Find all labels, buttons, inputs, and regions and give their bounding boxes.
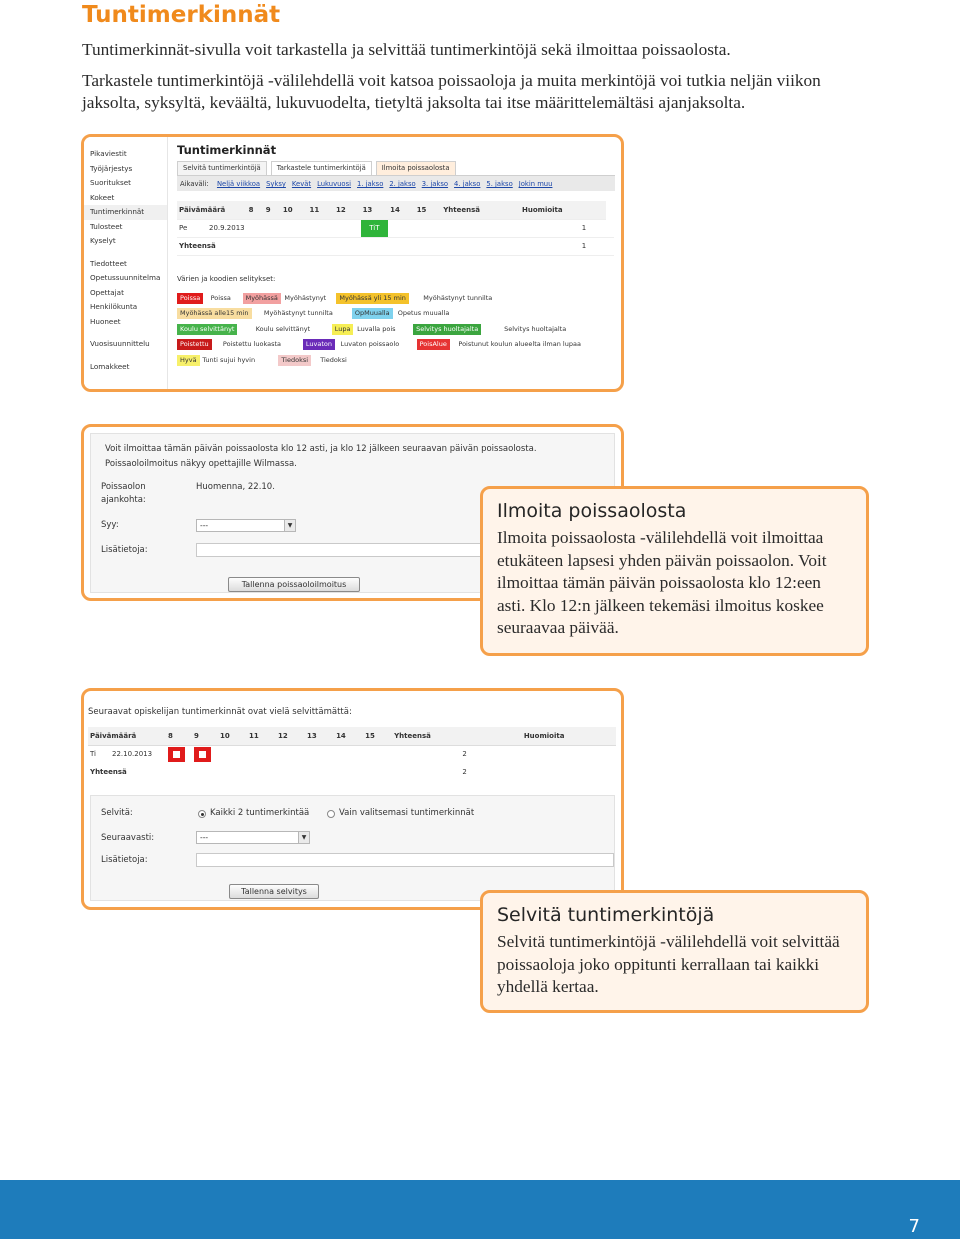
column-header: 8 xyxy=(247,201,264,219)
legend-code: Selvitys huoltajalta xyxy=(413,324,481,335)
extra-label: Lisätietoja: xyxy=(101,545,148,555)
chevron-down-icon: ▼ xyxy=(298,832,309,843)
callout-heading: Selvitä tuntimerkintöjä xyxy=(497,904,715,926)
sidebar-item[interactable]: Kyselyt xyxy=(90,236,116,245)
reason-select-value: --- xyxy=(200,521,209,530)
absence-note-2: Poissaoloilmoitus näkyy opettajille Wilmassa. xyxy=(105,459,297,469)
sum-total: 2 xyxy=(462,768,467,776)
legend-code: PoisAlue xyxy=(417,339,450,350)
period-value: Huomenna, 22.10. xyxy=(196,482,275,492)
column-header: Yhteensä xyxy=(392,727,522,745)
unresolved-note: Seuraavat opiskelijan tuntimerkinnät ovat vielä selvittämättä: xyxy=(88,707,352,717)
column-header: Huomioita xyxy=(520,201,606,219)
extra-input[interactable] xyxy=(196,853,614,867)
legend-row xyxy=(177,306,614,321)
column-header: 15 xyxy=(415,201,442,219)
column-header: 12 xyxy=(276,727,305,745)
legend-row xyxy=(177,337,614,352)
callout-selvita xyxy=(480,890,869,1013)
radio-some-label: Vain valitsemasi tuntimerkinnät xyxy=(339,808,475,818)
legend-description: Poissa xyxy=(210,294,231,302)
column-header: 8 xyxy=(166,727,192,745)
period-link[interactable]: Jokin muu xyxy=(518,180,553,188)
sidebar-item[interactable]: Henkilökunta xyxy=(90,302,138,311)
column-header: 13 xyxy=(361,201,389,219)
column-header: Päivämäärä xyxy=(88,727,166,745)
legend-code: OpMuualla xyxy=(352,308,393,319)
save-resolve-button[interactable]: Tallenna selvitys xyxy=(229,884,319,899)
screen-title: Tuntimerkinnät xyxy=(177,143,277,157)
legend-description: Luvalla pois xyxy=(357,324,396,333)
sidebar-item[interactable]: Opetussuunnitelma xyxy=(90,273,161,282)
legend-code: Lupa xyxy=(332,324,354,335)
radio-all[interactable] xyxy=(198,810,206,818)
row-date: 20.9.2013 xyxy=(207,219,247,237)
unresolved-table xyxy=(88,727,616,781)
sum-total: 1 xyxy=(520,237,606,255)
legend-description: Myöhästynyt tunnilta xyxy=(423,294,493,302)
legend-description: Myöhästynyt tunnilta xyxy=(263,309,333,318)
tab-bar xyxy=(177,161,615,175)
consequence-label: Seuraavasti: xyxy=(101,833,155,843)
legend-row xyxy=(177,322,614,337)
column-header: 10 xyxy=(281,201,308,219)
period-link[interactable]: 5. jakso xyxy=(486,180,513,188)
period-link[interactable]: 2. jakso xyxy=(389,180,416,188)
column-header: Päivämäärä xyxy=(177,201,247,219)
callout-heading: Ilmoita poissaolosta xyxy=(497,500,687,522)
mark-tit[interactable]: TiT xyxy=(361,219,389,237)
legend xyxy=(177,271,614,368)
reason-label: Syy: xyxy=(101,520,119,530)
consequence-select-value: --- xyxy=(200,833,209,842)
select-label: Selvitä: xyxy=(101,808,133,818)
marks-table xyxy=(177,201,614,256)
legend-row xyxy=(177,353,614,368)
period-label-1: Poissaolon xyxy=(101,482,146,492)
reason-select[interactable] xyxy=(196,519,296,532)
legend-code: Hyvä xyxy=(177,355,200,366)
radio-some[interactable] xyxy=(327,810,335,818)
period-link[interactable]: Neljä viikkoa xyxy=(216,180,261,188)
table-row xyxy=(177,219,614,237)
callout-body: Ilmoita poissaolosta -välilehdellä voit ilmoittaa etukäteen lapsesi yhden päivän poissaolon. Voit ilmoittaa tämän päivän poissaolosta klo 12:een asti. Klo 12:n jälkeen tekemäsi ilmoitus koskee seuraavaa päivää. xyxy=(497,528,827,638)
legend-description: Opetus muualla xyxy=(397,309,450,318)
sidebar-item[interactable]: Tulosteet xyxy=(90,221,123,231)
row-total: 1 xyxy=(520,219,606,237)
tab-ilmoita[interactable]: Ilmoita poissaolosta xyxy=(376,161,456,175)
absence-note-1: Voit ilmoittaa tämän päivän poissaolosta klo 12 asti, ja klo 12 jälkeen seuraavan päivän poissaolosta. xyxy=(105,444,537,454)
legend-description: Tiedoksi xyxy=(320,355,347,364)
row-day: Pe xyxy=(177,219,207,237)
column-header: 9 xyxy=(264,201,281,219)
save-absence-button[interactable]: Tallenna poissaoloilmoitus xyxy=(228,577,360,592)
resolve-form-panel xyxy=(90,795,615,901)
legend-description: Luvaton poissaolo xyxy=(340,340,400,349)
legend-code: Tiedoksi xyxy=(278,355,311,366)
sidebar-item[interactable]: Kokeet xyxy=(90,192,115,202)
intro-paragraph-2: Tarkastele tuntimerkintöjä -välilehdellä voit katsoa poissaoloja ja muita merkintöjä voi tutkia neljän viikon jaksolta, syksyltä, keväältä, lukuvuodelta, tietyltä jaksolta tai itse määrittelemältäsi ajanjaksolta. xyxy=(82,71,821,112)
mark-absent-8[interactable] xyxy=(168,747,185,762)
sum-row xyxy=(177,237,614,255)
legend-description: Selvitys huoltajalta xyxy=(504,324,567,333)
tab-selvita[interactable]: Selvitä tuntimerkintöjä xyxy=(177,161,267,175)
table-row xyxy=(88,745,616,763)
legend-code: Myöhässä xyxy=(243,293,281,304)
legend-description: Myöhästynyt xyxy=(284,294,327,302)
row-day: Ti xyxy=(90,750,97,759)
legend-description: Tunti sujui hyvin xyxy=(202,355,256,364)
chevron-down-icon: ▼ xyxy=(284,520,295,531)
column-header: Yhteensä xyxy=(441,201,520,219)
period-link[interactable]: 3. jakso xyxy=(421,180,449,188)
sidebar-item[interactable]: Tiedotteet xyxy=(90,258,127,268)
screenshot-selvita xyxy=(81,688,624,910)
intro-paragraph-1: Tuntimerkinnät-sivulla voit tarkastella ja selvittää tuntimerkintöjä sekä ilmoittaa poissaolosta. xyxy=(82,40,731,59)
table-header xyxy=(177,201,614,219)
sidebar-nav xyxy=(84,137,168,389)
footer-bar xyxy=(0,1180,960,1239)
sum-label: Yhteensä xyxy=(177,237,247,255)
tuntimerkinnat-main xyxy=(177,141,615,385)
period-label-2: ajankohta: xyxy=(101,495,146,505)
period-link[interactable]: Kevät xyxy=(291,180,312,188)
column-header: 9 xyxy=(192,727,218,745)
sidebar-item[interactable]: Työjärjestys xyxy=(90,163,133,173)
sidebar-item[interactable]: Tuntimerkinnät xyxy=(84,205,167,220)
sidebar-item[interactable]: Pikaviestit xyxy=(90,149,127,158)
column-header: 12 xyxy=(334,201,361,219)
sidebar-item[interactable]: Huoneet xyxy=(90,316,121,326)
screenshot-tarkastele xyxy=(81,134,624,392)
column-header: 11 xyxy=(247,727,276,745)
page-number: 7 xyxy=(908,1216,920,1237)
column-header: Huomioita xyxy=(522,727,616,745)
legend-code: Poistettu xyxy=(177,339,212,350)
sidebar-item[interactable]: Lomakkeet xyxy=(90,361,130,371)
legend-code: Poissa xyxy=(177,293,203,304)
row-total: 2 xyxy=(462,750,467,759)
extra-label: Lisätietoja: xyxy=(101,855,148,865)
legend-code: Myöhässä yli 15 min xyxy=(336,293,408,304)
consequence-select[interactable] xyxy=(196,831,310,844)
legend-code: Myöhässä alle15 min xyxy=(177,308,252,319)
period-bar xyxy=(177,175,615,191)
sidebar-item[interactable]: Opettajat xyxy=(90,287,124,297)
period-link[interactable]: 1. jakso xyxy=(357,180,384,188)
row-date: 22.10.2013 xyxy=(112,750,153,759)
page-title: Tuntimerkinnät xyxy=(82,2,281,28)
tab-tarkastele[interactable]: Tarkastele tuntimerkintöjä xyxy=(271,161,372,175)
column-header: 14 xyxy=(388,201,415,219)
legend-code: Koulu selvittänyt xyxy=(177,324,237,335)
table-header xyxy=(88,727,616,745)
mark-absent-9[interactable] xyxy=(194,747,211,762)
legend-title: Värien ja koodien selitykset: xyxy=(177,275,276,283)
legend-description: Poistunut koulun alueelta ilman lupaa xyxy=(458,340,581,349)
sum-label: Yhteensä xyxy=(90,768,127,776)
sidebar-item[interactable]: Vuosisuunnittelu xyxy=(90,339,150,348)
period-link[interactable]: 4. jakso xyxy=(454,180,481,188)
callout-ilmoita xyxy=(480,486,869,656)
sidebar-item[interactable]: Suoritukset xyxy=(90,178,131,187)
column-header: 13 xyxy=(305,727,334,745)
legend-description: Poistettu luokasta xyxy=(222,340,282,349)
legend-rows xyxy=(177,291,614,368)
column-header: 15 xyxy=(363,727,392,745)
column-header: 10 xyxy=(218,727,247,745)
legend-description: Koulu selvittänyt xyxy=(255,324,311,333)
period-link[interactable]: Syksy xyxy=(266,180,286,188)
legend-code: Luvaton xyxy=(303,339,335,350)
callout-body: Selvitä tuntimerkintöjä -välilehdellä voit selvittää poissaoloja joko oppitunti kerrallaan tai kaikki yhdellä kertaa. xyxy=(497,932,840,997)
radio-all-label: Kaikki 2 tuntimerkintää xyxy=(210,808,310,818)
period-link[interactable]: Lukuvuosi xyxy=(317,180,352,188)
sum-row xyxy=(88,763,616,781)
period-label: Aikaväli: xyxy=(180,180,209,188)
column-header: 11 xyxy=(307,201,334,219)
column-header: 14 xyxy=(334,727,363,745)
legend-row xyxy=(177,291,614,306)
